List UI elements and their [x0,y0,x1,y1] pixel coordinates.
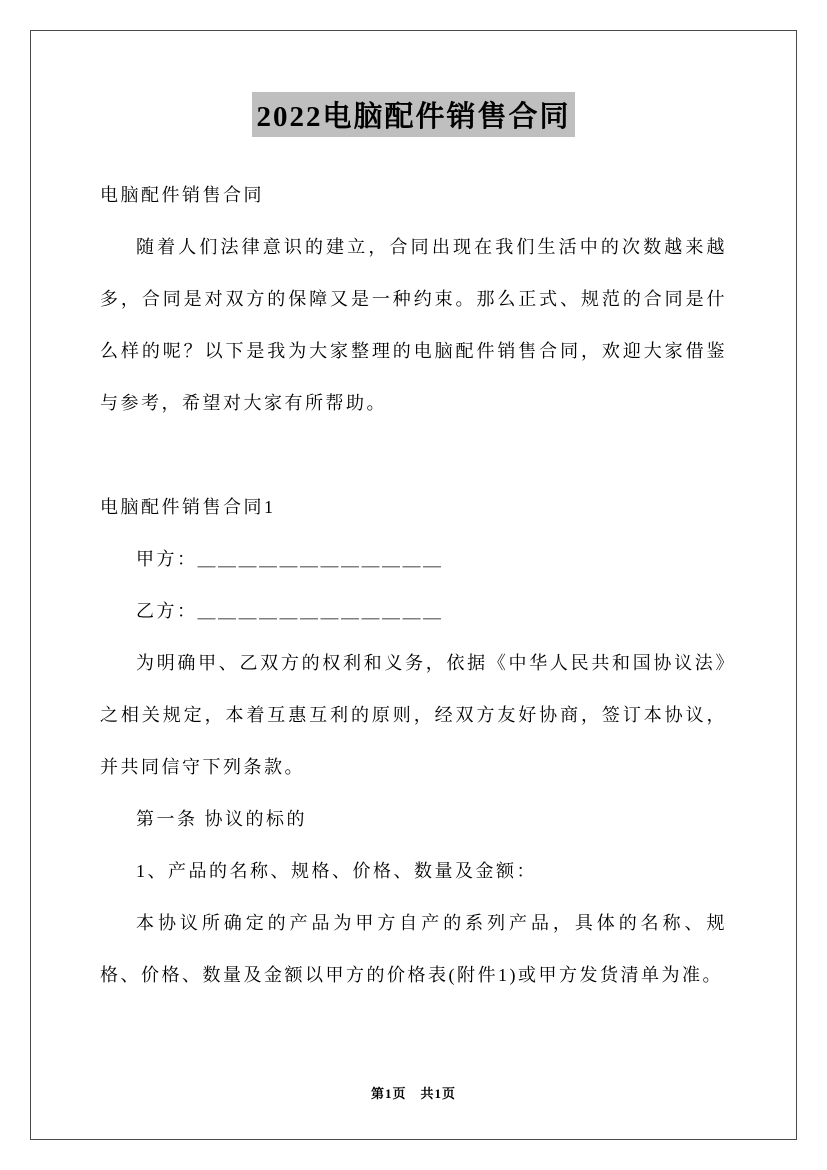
page-number: 第1页 [370,1086,407,1101]
document-title-text: 2022电脑配件销售合同 [252,92,574,137]
paragraph-article-1-title: 第一条 协议的标的 [136,809,307,829]
document-content [30,30,797,1140]
paragraph-article-1-item-1: 1、产品的名称、规格、价格、数量及金额： [136,861,537,881]
paragraph-preamble: 为明确甲、乙双方的权利和义务，依据《中华人民共和国协议法》之相关规定，本着互惠互利的原则，经双方友好协商，签订本协议，并共同信守下列条款。 [100,653,727,777]
paragraph-article-1-body: 本协议所确定的产品为甲方自产的系列产品，具体的名称、规格、价格、数量及金额以甲方的价格表(附件1)或甲方发货清单为准。 [100,913,727,985]
total-pages: 共1页 [420,1086,457,1101]
paragraph-subtitle: 电脑配件销售合同 [100,185,264,205]
page-footer [0,1083,827,1102]
paragraph-contract-heading: 电脑配件销售合同1 [100,497,276,517]
paragraph-party-b: 乙方：＿＿＿＿＿＿＿＿＿＿＿＿ [136,601,444,621]
paragraph-party-a: 甲方：＿＿＿＿＿＿＿＿＿＿＿＿ [136,549,444,569]
paragraph-intro: 随着人们法律意识的建立，合同出现在我们生活中的次数越来越多，合同是对双方的保障又是一种约束。那么正式、规范的合同是什么样的呢？以下是我为大家整理的电脑配件销售合同，欢迎大家借鉴与参考，希望对大家有所帮助。 [100,237,727,413]
document-title [100,92,727,137]
